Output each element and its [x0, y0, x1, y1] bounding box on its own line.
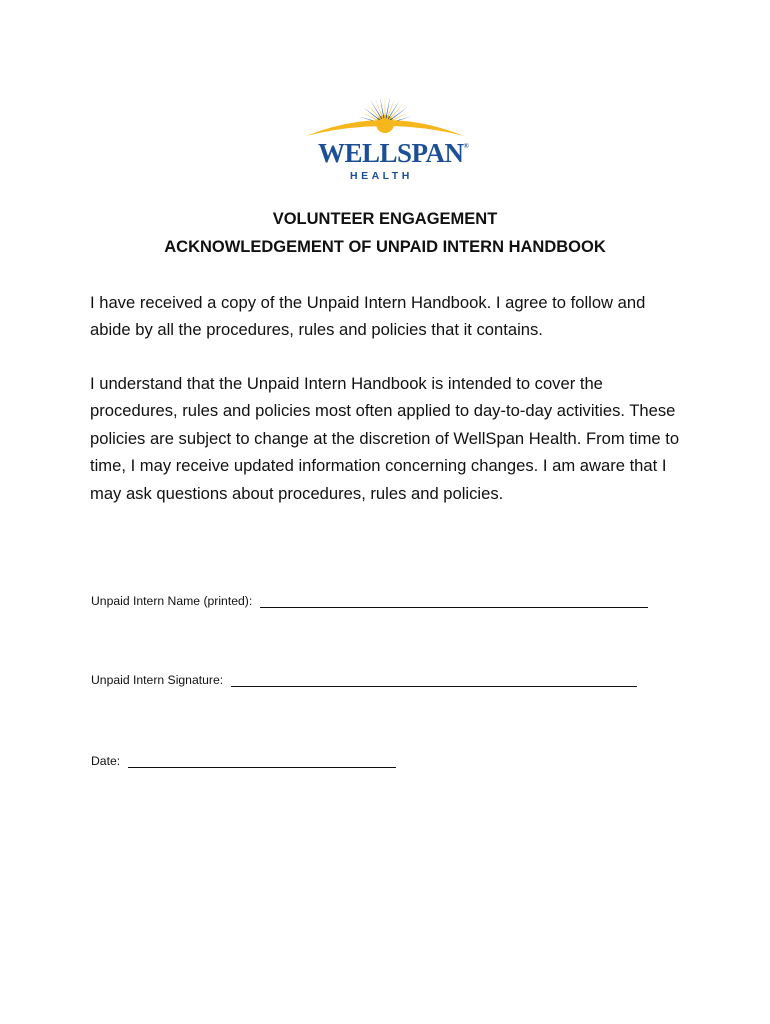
date-label: Date: [91, 754, 121, 768]
signature-input-line[interactable] [231, 674, 637, 687]
name-field [91, 594, 648, 608]
sun-ray [380, 96, 384, 118]
document-subtitle: ACKNOWLEDGEMENT OF UNPAID INTERN HANDBOOK [164, 238, 606, 256]
name-label: Unpaid Intern Name (printed): [91, 594, 253, 608]
logo-wordmark: WELLSPAN® [318, 138, 469, 168]
registered-mark: ® [463, 142, 469, 150]
name-input-line[interactable] [260, 595, 648, 608]
signature-field [91, 673, 637, 687]
sun-ray [386, 96, 390, 118]
document-title: VOLUNTEER ENGAGEMENT [272, 210, 498, 228]
signature-label: Unpaid Intern Signature: [91, 673, 224, 687]
wellspan-logo [300, 86, 470, 186]
date-input-line[interactable] [128, 755, 396, 768]
sun-ray [385, 96, 386, 118]
sun-arc-icon [300, 86, 470, 146]
policy-paragraph: I understand that the Unpaid Intern Handbook is intended to cover the procedures, rules and policies most often applied to day-to-day activities. These policies are subject to change at the discretion of WellSpan Health. From time to time, I may receive updated information concerning changes. I am aware that I may ask questions about procedures, rules and policies. [90, 374, 680, 503]
acknowledgement-paragraph: I have received a copy of the Unpaid Intern Handbook. I agree to follow and abide by all the procedures, rules and policies that it contains. [90, 293, 646, 340]
sun-rays [357, 96, 413, 133]
date-field [91, 754, 396, 768]
logo-subtitle: HEALTH [350, 170, 413, 182]
